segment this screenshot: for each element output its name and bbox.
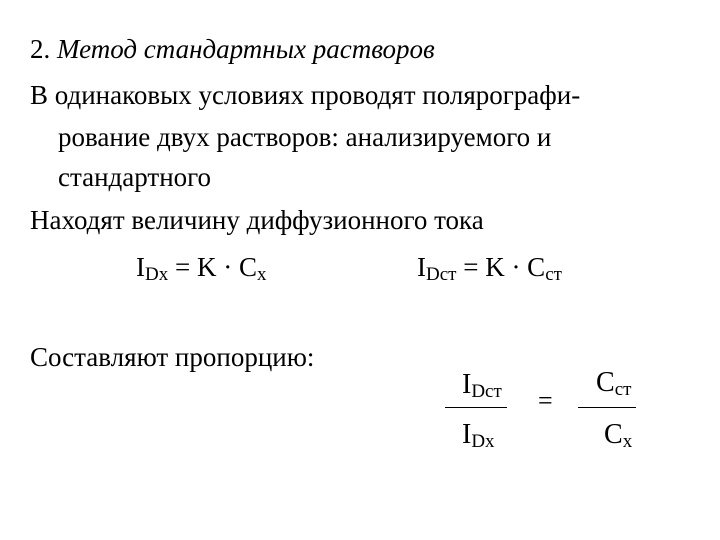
left-num-main: I [462, 369, 472, 400]
right-den-main: C [604, 419, 623, 450]
proportion-left-denominator [462, 420, 495, 450]
proportion-left-fraction-bar [445, 407, 507, 408]
proportion-right-fraction-bar [578, 407, 636, 408]
heading [30, 34, 435, 64]
paragraph1-line2: рование двух растворов: анализируемого и [58, 122, 552, 152]
heading-title: Метод стандартных растворов [57, 34, 435, 64]
formula1-lhs: I [136, 252, 145, 282]
proportion-left-numerator [462, 370, 502, 400]
paragraph2: Находят величину диффузионного тока [30, 205, 484, 235]
formula2-lhs-sub: Dст [426, 264, 457, 285]
proportion-equals-sign: = [538, 386, 553, 415]
left-den-main: I [462, 419, 472, 450]
formula2-rhs-sub: ст [545, 264, 562, 285]
left-num-sub: Dст [471, 381, 502, 402]
paragraph3: Составляют пропорцию: [30, 342, 315, 372]
right-num-sub: ст [614, 379, 632, 400]
heading-number: 2. [30, 34, 51, 64]
formula2-lhs: I [417, 252, 426, 282]
formula1-rhs-sub: x [256, 264, 267, 285]
proportion-right-denominator [604, 420, 632, 450]
formula1-mid: = K · C [168, 252, 257, 282]
paragraph1-line3: стандартного [58, 162, 212, 192]
proportion-right-numerator [596, 368, 631, 398]
formula-diffusion-current-st [417, 252, 562, 285]
formula-diffusion-current-x [136, 252, 267, 285]
right-num-main: C [596, 367, 615, 398]
right-den-sub: x [622, 431, 633, 452]
formula1-lhs-sub: Dx [145, 264, 169, 285]
formula2-mid: = K · C [456, 252, 546, 282]
paragraph1-line1: В одинаковых условиях проводят полярографи- [30, 80, 581, 110]
left-den-sub: Dx [471, 431, 495, 452]
